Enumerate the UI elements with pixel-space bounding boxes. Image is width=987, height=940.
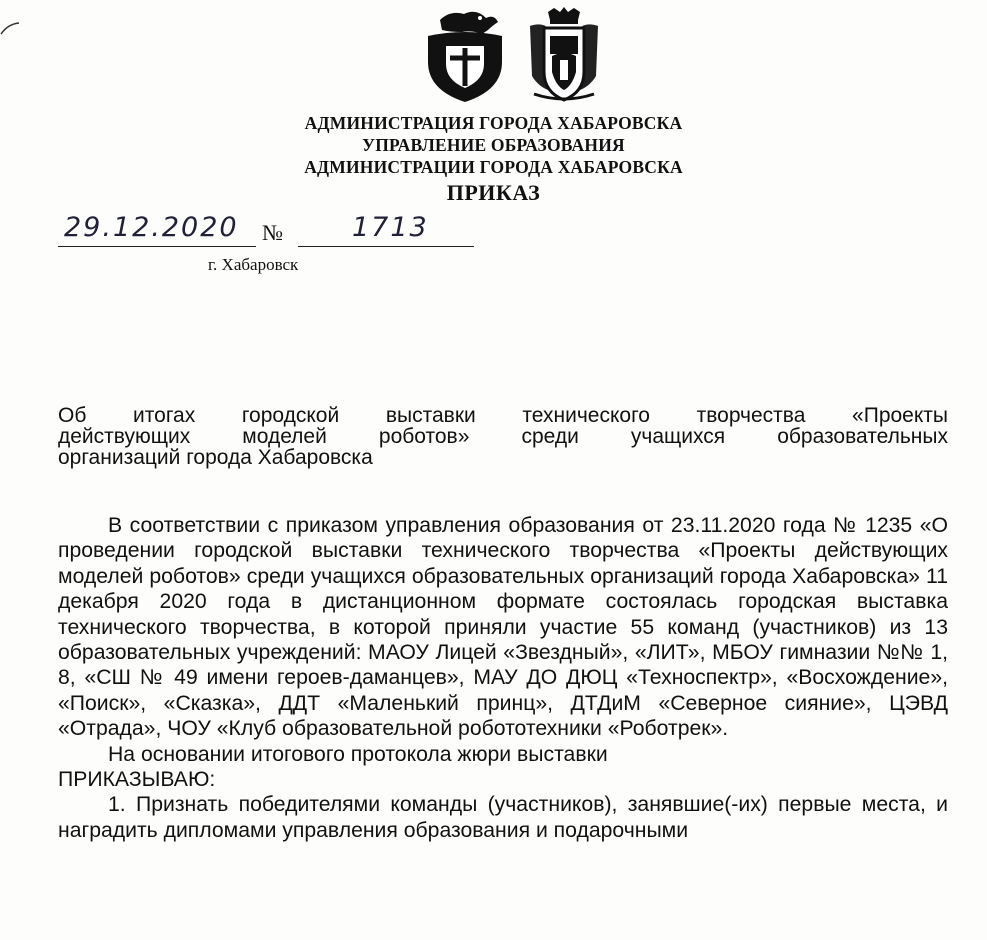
order-body [58,513,948,843]
order-subject [58,405,948,468]
date-field [58,214,256,247]
header-line-1: АДМИНИСТРАЦИЯ ГОРОДА ХАБАРОВСКА [304,113,683,133]
order-title: ПРИКАЗ [446,180,541,205]
region-coat-of-arms-icon [524,6,604,104]
handwritten-date: 29.12.2020 [64,212,239,243]
subject-line-3: организаций города Хабаровска [58,446,373,469]
header-line-3: АДМИНИСТРАЦИИ ГОРОДА ХАБАРОВСКА [304,157,683,177]
subject-line-1: Об итогах городской выставки технического творчества «Проекты [58,404,948,427]
organization-header [0,112,987,178]
body-paragraph-2: На основании итогового протокола жюри выставки [108,742,608,766]
emblems [420,6,610,106]
header-line-2: УПРАВЛЕНИЕ ОБРАЗОВАНИЯ [362,135,625,155]
city-coat-of-arms-icon [420,6,510,104]
subject-line-2: действующих моделей роботов» среди учащихся образовательных [58,425,948,448]
scan-mark [0,22,20,36]
number-field [298,214,474,247]
city-line: г. Хабаровск [208,255,299,274]
orders-heading: ПРИКАЗЫВАЮ: [58,768,216,792]
body-paragraph-1: В соответствии с приказом управления образования от 23.11.2020 года № 1235 «О проведении городской выставки технического творчества «Проекты действующих моделей роботов» среди учащихся образовательных организаций города Хабаровска» 11 декабря 2020 года в дистанционном формате состоялась городская выставка технического творчества, в которой приняли участие 55 команд (участников) из 13 образовательных учреждений: МАОУ Лицей «Звездный», «ЛИТ», МБОУ гимназии №№ 1, 8, «СШ № 49 имени героев-даманцев», МАУ ДО ДЮЦ «Техноспектр», «Восхождение», «Поиск», «Сказка», ДДТ «Маленький принц», ДТДиМ «Северное сияние», ЦЭВД «Отрада», ЧОУ «Клуб образовательной робототехники «Роботрек». [58,514,948,741]
order-item-1: 1. Признать победителями команды (участников), занявшие(-их) первые места, и наградить дипломами управления образования и подарочными [58,793,948,842]
number-sign: № [262,220,283,245]
handwritten-number: 1713 [352,212,429,243]
date-number-line [58,214,478,248]
